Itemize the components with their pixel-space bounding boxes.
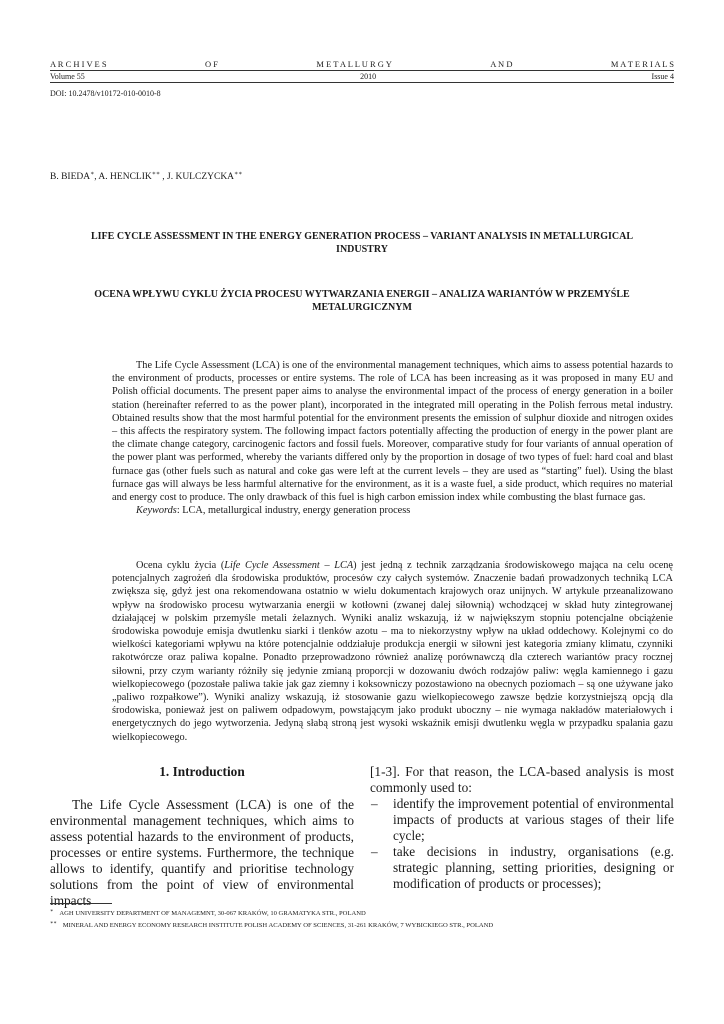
footnote-mark: ∗∗ [50,921,57,926]
dash-marker: – [371,796,378,811]
title-line: INDUSTRY [336,244,388,255]
affiliation-mark: ∗ [90,171,95,177]
author-name: B. BIEDA [50,172,91,183]
affiliation-mark: ∗∗ [151,171,160,177]
footnote-text: AGH UNIVERSITY DEPARTMENT OF MANAGEMNT, 30-067 KRAKÓW, 10 GRAMATYKA STR., POLAND [59,910,366,918]
journal-name [50,59,674,69]
keywords-label: Keywords [136,505,177,517]
right-column [370,764,674,892]
affiliation-mark: ∗∗ [234,171,243,177]
section-heading: 1. Introduction [159,764,245,779]
title-line: OCENA WPŁYWU CYKLU ŻYCIA PROCESU WYTWARZANIA ENERGII – ANALIZA WARIANTÓW W PRZEMYŚLE [94,289,630,300]
abstract-text-polish [112,559,673,744]
footnote-text: MINERAL AND ENERGY ECONOMY RESEARCH INSTITUTE POLISH ACADEMY OF SCIENCES, 31-261 KRAKÓW, 7 WYBICKIEGO STR., POLAND [62,922,494,930]
author-list [50,170,242,182]
list-item [370,844,674,892]
journal-word: A R C H I V E S [50,59,107,69]
keywords-line [112,504,673,517]
list-item-text: take decisions in industry, organisations (e.g. strategic planning, setting priorities, designing or modification of products or processes); [393,844,674,891]
body-paragraph: [1-3]. For that reason, the LCA-based analysis is most commonly used to: [370,764,674,795]
issue: Issue 4 [651,72,674,81]
header-rule [50,70,674,71]
dash-marker: – [371,844,378,859]
body-paragraph: The Life Cycle Assessment (LCA) is one of the environmental management techniques, which aims to assess potential hazards to the environment of products, processes or entire systems. Furthermore, the technique allows to identify, quantify and prioritise technology solutions from the point of view of environmental impacts [50,797,354,908]
title-english [75,230,649,256]
title-polish [75,288,649,314]
volume: Volume 55 [50,72,85,81]
keywords: : LCA, metallurgical industry, energy generation process [176,505,411,517]
abstract-text-part: Ocena cyklu życia ( [136,560,225,571]
footnote [50,919,674,930]
doi: DOI: 10.2478/v10172-010-0010-8 [50,89,161,98]
header-rule-lower [50,82,674,83]
journal-word: M A T E R I A L S [610,59,674,69]
usage-list [370,796,674,892]
footnote-mark: ∗ [50,909,54,914]
journal-word: A N D [490,59,513,69]
abstract-text-part: ) jest jedną z technik zarządzania środowiskowego mająca na celu ocenę potencjalnych zagrożeń dla środowiska produktów, procesów czy całych systemów. Znaczenie badań prowadzonych techniką LCA zwiększa się, gdyż jest ona rekomendowana ostatnio w wielu dokumentach krajowych oraz unijnych. W artykule przeanalizowano wpływ na środowisko procesu wytwarzania energii w kotłowni (zwanej dalej siłownią) wchodzącej w skład huty zintegrowanej działającej w polskim przemyśle metali żelaznych. Wyniki analiz wskazują, iż w największym stopniu potencjalne obciążenie środowiska powoduje emisja dwutlenku siarki i tlenków azotu – ma to niekorzystny wpływ na układ oddechowy. Kolejnymi co do wielkości kategoriami wpływu na które potencjalnie oddziałuje produkcja energii w siłowni jest kategoria zmiany klimatu, czynniki rakotwórcze oraz paliwa kopalne. Ponadto przeprowadzono również analizę porównawczą dla czterech wariantów pracy rocznej siłowni, przy czym warianty różniły się jedynie zmianą proporcji w dozowaniu dwóch rodzajów paliw: węgla kamiennego i gazu wielkopiecowego (pozostałe paliwa takie jak gaz ziemny i koksowniczy pozostawiono na obecnych poziomach – są one używane jako „paliwo rozpałkowe”). Wyniki analizy wskazują, iż stosowanie gazu wielkopiecowego zawsze będzie korzystniejszą opcją dla środowiska, ponieważ jest on paliwem odpadowym, powstającym jako produkt uboczny – nie wymaga nakładów materiałowych i energetycznych do jego wytworzenia. Jedyną słabą stroną jest wysoki wskaźnik emisji dwutlenku węgla w przypadku spalania gazu wielkopiecowego. [112,560,673,743]
abstract-english [112,359,673,517]
left-column [50,764,354,909]
footnote [50,907,674,918]
list-item [370,796,674,844]
journal-word: M E T A L L U R G Y [316,59,392,69]
author-name: , J. KULCZYCKA [159,172,235,183]
author-name: , A. HENCLIK [94,172,152,183]
footnote-rule [50,903,112,904]
list-item-text: identify the improvement potential of environmental impacts of products at various stages of their life cycle; [393,796,674,843]
title-line: LIFE CYCLE ASSESSMENT IN THE ENERGY GENERATION PROCESS – VARIANT ANALYSIS IN METALLURGICAL [91,231,633,242]
journal-word: O F [205,59,218,69]
abstract-text: The Life Cycle Assessment (LCA) is one of the environmental management techniques, which aims to assess potential hazards to the environment of products, processes or entire systems. The role of LCA has been increasing as it was proposed in many EU and Polish official documents. The present paper aims to analyse the environmental impact of the process of energy generation in a boiler station (hereinafter referred to as the power plant), incorporated in the integrated mill operating in the Polish ferrous metal industry. Obtained results show that the most harmful potential for the environment presents the emission of sulphur dioxide and nitrogen oxides – this affects the respiratory system. The following impact factors potentially affecting the production of energy in the power plant are the climate change category, carcinogenic factors and fossil fuels. Moreover, comparative study for four variants of annual operation of the power plant was performed, whereby the variants differed only by the proportion in dosage of two types of fuel: hard coal and blast furnace gas (other fuels such as natural and coke gas were left at the current levels – they are used as “starting” fuel). Using the blast furnace gas will always be less harmful alternative for the environment, as it is a waste fuel, a side product, which requires no material and energy cost to produce. The only drawback of this fuel is high carbon emission index while combusting the blast furnace gas. [112,360,673,504]
abstract-polish [112,559,673,744]
abstract-italic: Life Cycle Assessment – LCA [224,560,354,571]
year: 2010 [360,72,377,81]
issue-meta [50,72,674,81]
title-line: METALURGICZNYM [312,302,412,313]
